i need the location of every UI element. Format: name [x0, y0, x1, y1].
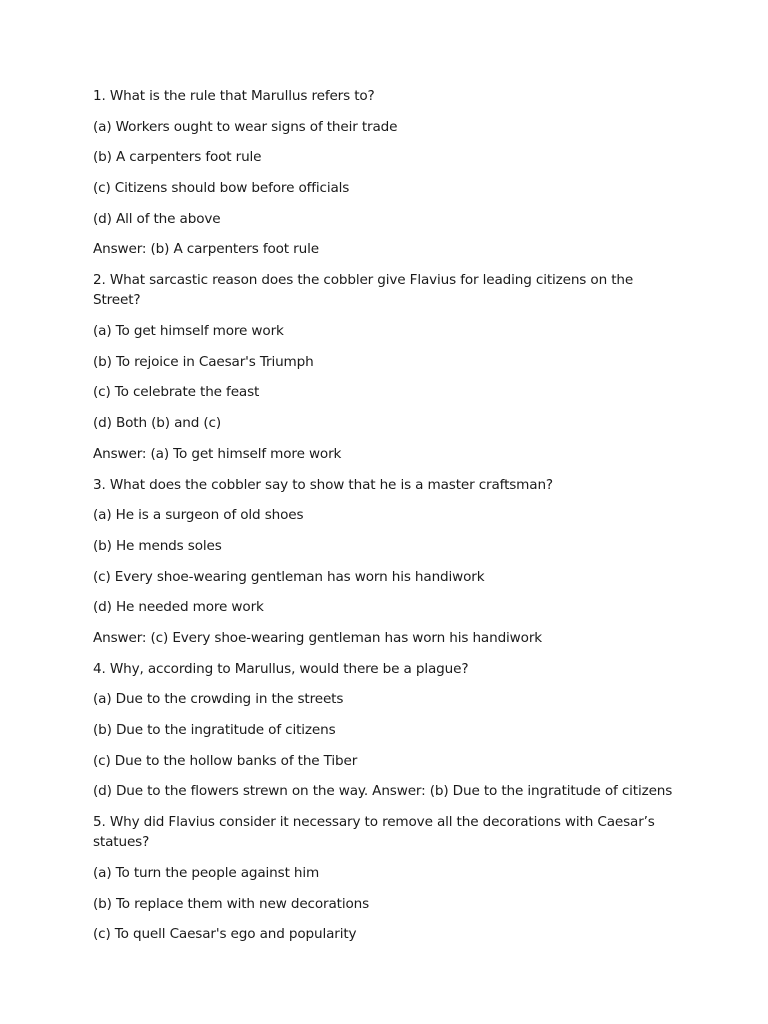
option-1c: (c) Citizens should bow before officials: [93, 180, 350, 197]
option-5a: (a) To turn the people against him: [93, 865, 320, 882]
option-1b: (b) A carpenters foot rule: [93, 149, 262, 166]
option-3b: (b) He mends soles: [93, 537, 222, 554]
option-3c: (c) Every shoe-wearing gentleman has worn his handiwork: [93, 568, 485, 585]
question-5: 5. Why did Flavius consider it necessary to remove all the decorations with Caesar’s statues?: [93, 814, 655, 851]
option-3d: (d) He needed more work: [93, 599, 264, 616]
option-5b: (b) To replace them with new decorations: [93, 895, 370, 912]
option-4a: (a) Due to the crowding in the streets: [93, 691, 344, 708]
option-4c: (c) Due to the hollow banks of the Tiber: [93, 752, 358, 769]
option-1a: (a) Workers ought to wear signs of their trade: [93, 118, 398, 135]
option-4d-with-answer: (d) Due to the flowers strewn on the way. Answer: (b) Due to the ingratitude of citizens: [93, 783, 673, 800]
document-page: [93, 86, 673, 955]
option-1d: (d) All of the above: [93, 210, 221, 227]
option-2c: (c) To celebrate the feast: [93, 384, 260, 401]
option-5c: (c) To quell Caesar's ego and popularity: [93, 926, 357, 943]
option-2a: (a) To get himself more work: [93, 323, 284, 340]
option-2d: (d) Both (b) and (c): [93, 415, 221, 432]
option-4b: (b) Due to the ingratitude of citizens: [93, 722, 336, 739]
answer-2: Answer: (a) To get himself more work: [93, 445, 342, 462]
answer-1: Answer: (b) A carpenters foot rule: [93, 241, 319, 258]
question-2: 2. What sarcastic reason does the cobbler give Flavius for leading citizens on the Street?: [93, 272, 634, 309]
question-3: 3. What does the cobbler say to show that he is a master craftsman?: [93, 476, 553, 493]
option-3a: (a) He is a surgeon of old shoes: [93, 507, 304, 524]
option-2b: (b) To rejoice in Caesar's Triumph: [93, 353, 314, 370]
question-1: 1. What is the rule that Marullus refers to?: [93, 88, 375, 104]
answer-3: Answer: (c) Every shoe-wearing gentleman has worn his handiwork: [93, 629, 542, 646]
question-4: 4. Why, according to Marullus, would there be a plague?: [93, 660, 469, 677]
